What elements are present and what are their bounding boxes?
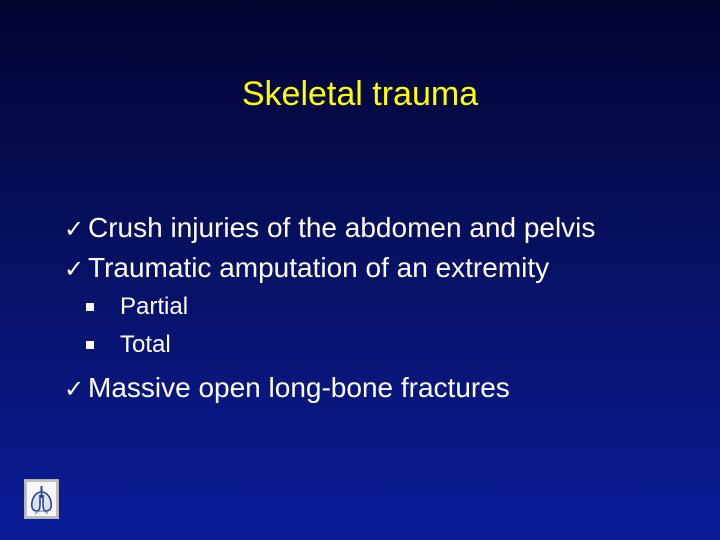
square-bullet-icon	[86, 303, 94, 311]
square-bullet-icon	[86, 341, 94, 349]
bullet-text: Massive open long-bone fractures	[88, 372, 510, 403]
checkmark-icon: ✓	[64, 256, 85, 283]
bullet-text: Traumatic amputation of an extremity	[88, 252, 550, 283]
bullet-item	[64, 208, 704, 248]
bullet-text: Crush injuries of the abdomen and pelvis	[88, 212, 596, 243]
sub-bullet-list	[64, 288, 704, 364]
slide-title: Skeletal trauma	[241, 75, 479, 113]
sub-bullet-item	[64, 326, 704, 364]
sub-bullet-item	[64, 288, 704, 326]
lungs-logo-icon	[24, 479, 59, 519]
bullet-item	[64, 368, 704, 408]
bullet-list	[64, 208, 704, 408]
lungs-logo-graphic	[25, 480, 58, 518]
sub-bullet-text: Partial	[120, 293, 189, 320]
bullet-item	[64, 248, 704, 288]
sub-bullet-text: Total	[120, 331, 171, 358]
checkmark-icon: ✓	[64, 216, 85, 243]
checkmark-icon: ✓	[64, 376, 85, 403]
